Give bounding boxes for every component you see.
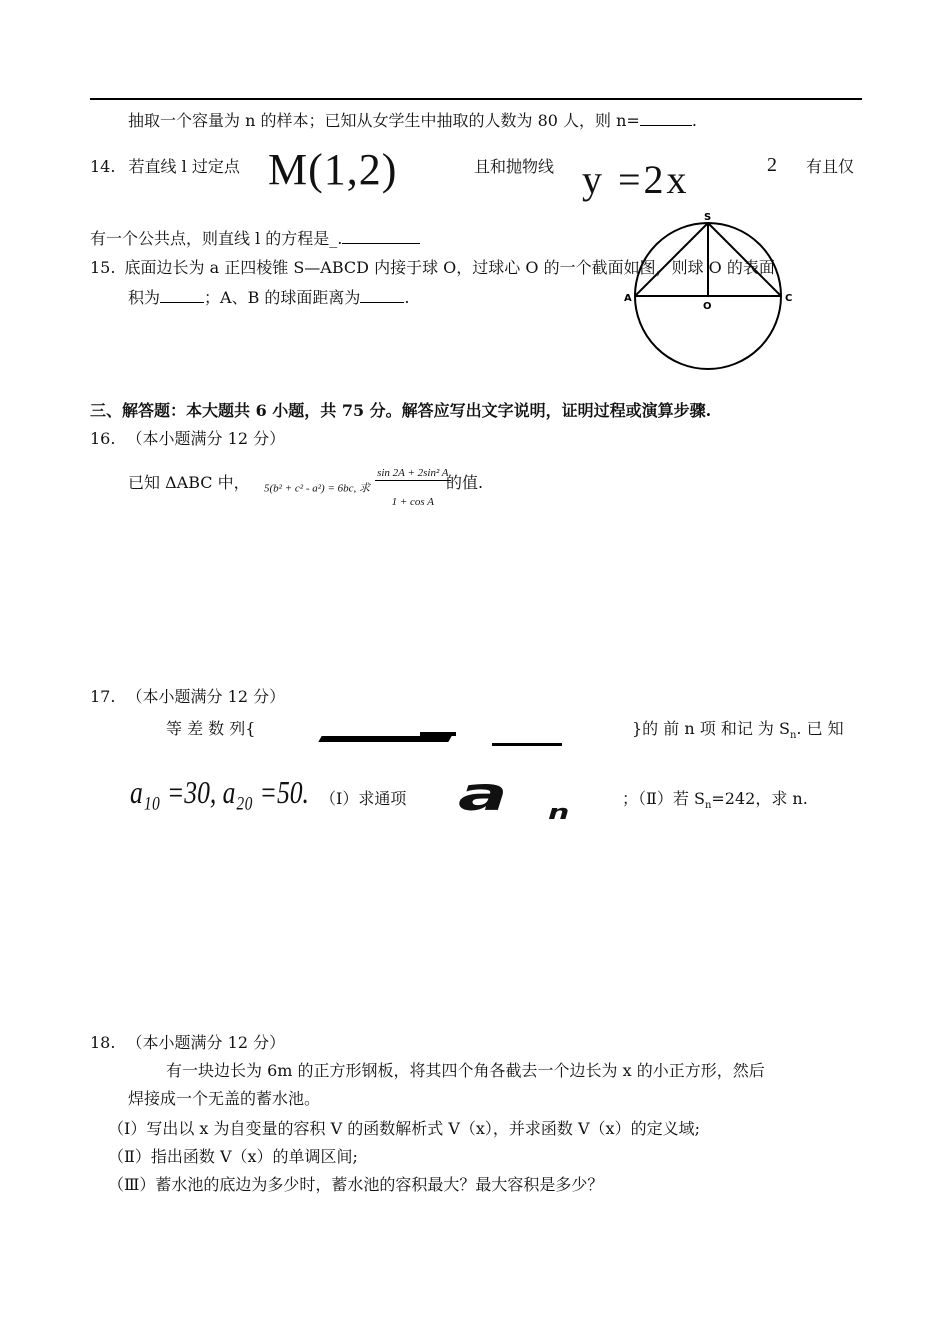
parabola-exponent: 2 (767, 154, 777, 176)
parabola (582, 157, 690, 202)
q14-text1: 若直线 l 过定点 (128, 157, 240, 176)
point-m: M(1,2) (268, 145, 398, 194)
q13-blank (640, 109, 692, 126)
q14-blank (342, 227, 420, 244)
top-rule (90, 98, 862, 100)
q15-line1 (90, 255, 775, 278)
q18-score: （本小题满分 12 分） (126, 1033, 286, 1052)
q13-text: 抽取一个容量为 n 的样本；已知从女学生中抽取的人数为 80 人，则 n= (128, 111, 640, 130)
q15-text2b: ；A、B 的球面距离为 (204, 288, 361, 307)
sphere-section-figure (620, 208, 805, 376)
q15-blank2 (360, 286, 404, 303)
q17-text2 (632, 716, 844, 741)
q16-text1: 已知 ΔABC 中， (128, 473, 250, 492)
parabola-lhs: y =2x (582, 157, 690, 202)
garbled-formula-fragment (318, 736, 451, 742)
q17-an-subscript: n (548, 800, 570, 824)
q17-part2-main: ；（Ⅱ）若 S (622, 789, 705, 808)
q17-sn-sub: n (789, 730, 797, 742)
q13-end: . (691, 111, 697, 130)
q15-text1: 底面边长为 a 正四棱锥 S—ABCD 内接于球 O，过球心 O 的一个截面如图，则球 O 的表面 (124, 258, 775, 277)
q17-text1: 等 差 数 列{ (166, 719, 256, 738)
q15-line2 (128, 285, 410, 308)
label-o: O (703, 301, 712, 312)
q16-number: 16. (90, 429, 116, 448)
q15-text2a: 积为 (128, 288, 161, 307)
garbled-formula-fragment (492, 743, 562, 746)
section-heading: 三、解答题：本大题共 6 小题，共 75 分。解答应写出文字说明，证明过程或演算步骤. (90, 401, 712, 420)
q18-number: 18. (90, 1033, 116, 1052)
q14-text2: 且和抛物线 (474, 157, 555, 176)
label-a: A (624, 293, 632, 304)
q18-header (90, 1030, 285, 1053)
label-c: C (785, 293, 793, 304)
q18-line2: 焊接成一个无盖的蓄水池。 (128, 1089, 321, 1108)
q17-text2-main: }的 前 n 项 和记 为 S (632, 719, 790, 738)
q16-score: （本小题满分 12 分） (126, 429, 286, 448)
q18-part2: （Ⅱ）指出函数 V（x）的单调区间; (108, 1147, 358, 1166)
q15-blank1 (160, 286, 204, 303)
q17-text2-end: . 已 知 (796, 719, 844, 738)
q14-line2 (90, 226, 420, 249)
label-s: S (704, 212, 712, 223)
q17-part2-sub: n (704, 800, 712, 812)
q18-part1: （Ⅰ）写出以 x 为自变量的容积 V 的函数解析式 V（x），并求函数 V（x）的定义域; (108, 1119, 700, 1138)
q17-part2 (622, 786, 808, 811)
q14-number: 14. (90, 157, 116, 176)
q18-part3: （Ⅲ）蓄水池的底边为多少时，蓄水池的容积最大？最大容积是多少？ (108, 1175, 604, 1194)
q17-an (458, 767, 508, 821)
q15-end: . (404, 288, 410, 307)
q14-line2-text: 有一个公共点，则直线 l 的方程是_. (90, 229, 343, 248)
q15-number: 15. (90, 258, 116, 277)
q16-text2: 的值. (446, 473, 484, 492)
q17-part2-end: =242，求 n. (711, 789, 808, 808)
q18-line1: 有一块边长为 6m 的正方形钢板，将其四个角各截去一个边长为 x 的小正方形，然后 (166, 1061, 765, 1080)
q16-fraction (375, 466, 450, 511)
garbled-formula-fragment (420, 732, 456, 736)
q14-text3: 有且仅 (806, 157, 855, 176)
q16-header (90, 426, 285, 449)
q14-line1 (90, 154, 240, 177)
q17-score: （本小题满分 12 分） (126, 687, 286, 706)
q17-header (90, 684, 285, 707)
q17-part1: （Ⅰ）求通项 (320, 789, 407, 808)
q16-fraction-denominator: 1 + cos A (391, 496, 434, 508)
q17-given-values: a₁₀ =30, a₂₀ =50. (130, 774, 309, 810)
q16-fraction-numerator: sin 2A + 2sin² A (377, 467, 449, 479)
q16-condition: 5(b² + c² - a²) = 6bc, 求 (264, 482, 370, 495)
q16-formula (264, 466, 451, 511)
q17-number: 17. (90, 687, 116, 706)
q17-an-letter: a (458, 767, 508, 821)
q13-tail (128, 108, 697, 131)
